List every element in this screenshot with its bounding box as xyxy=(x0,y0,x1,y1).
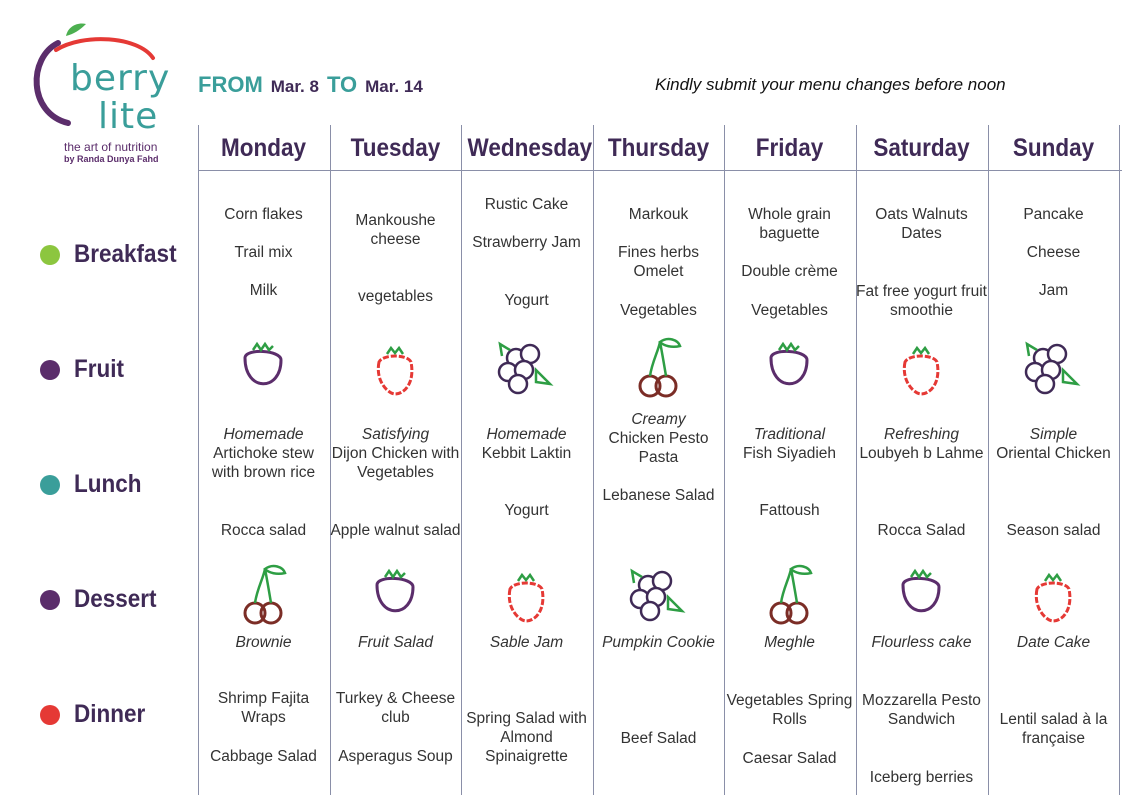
column-divider xyxy=(1119,125,1120,795)
dinner-item: Turkey & Cheese club xyxy=(335,690,456,726)
date-range xyxy=(198,72,423,98)
dessert-name: Date Cake xyxy=(1016,634,1091,651)
meal-label-text: Fruit xyxy=(74,355,124,383)
breakfast-item: Milk xyxy=(249,282,278,299)
dessert-name: Brownie xyxy=(235,634,292,651)
logo-tagline: the art of nutrition xyxy=(64,140,158,154)
meal-label-text: Dinner xyxy=(74,700,146,728)
breakfast-item: Vegetables xyxy=(751,302,828,319)
meal-label-breakfast xyxy=(40,240,188,269)
dessert-name: Flourless cake xyxy=(871,634,972,651)
dinner-item: Beef Salad xyxy=(620,730,697,747)
breakfast-item: Jam xyxy=(1038,282,1069,299)
to-label: TO xyxy=(326,72,358,97)
dinner-item: Caesar Salad xyxy=(742,750,837,767)
dinner-item: Mozzarella Pesto Sandwich xyxy=(862,692,981,728)
to-date: Mar. 14 xyxy=(365,77,423,96)
meal-label-lunch xyxy=(40,470,149,499)
breakfast-item: Trail mix xyxy=(234,244,293,261)
breakfast-item: Vegetables xyxy=(620,302,697,319)
breakfast-item: Fines herbs Omelet xyxy=(618,244,699,280)
breakfast-item: Corn flakes xyxy=(224,206,303,223)
lunch-dish: Fish Siyadieh xyxy=(742,445,837,462)
fig-icon xyxy=(759,336,819,402)
from-label: FROM xyxy=(198,72,263,97)
logo-word-lite: lite xyxy=(98,96,159,137)
day-header: Tuesday xyxy=(350,134,441,162)
raspberry-icon xyxy=(1023,563,1083,629)
day-header: Thursday xyxy=(607,134,710,162)
breakfast-item: Cheese xyxy=(1026,244,1081,261)
lunch-dot-icon xyxy=(40,475,60,495)
lunch-side: Yogurt xyxy=(504,502,549,519)
meal-label-text: Breakfast xyxy=(74,240,177,268)
day-header: Sunday xyxy=(1012,134,1095,162)
blueberry-icon xyxy=(1023,336,1083,402)
breakfast-item: Yogurt xyxy=(504,292,549,309)
breakfast-item: Markouk xyxy=(628,206,689,223)
meal-label-fruit xyxy=(40,355,130,384)
lunch-tag: Satisfying xyxy=(361,426,430,443)
breakfast-item: Whole grain baguette xyxy=(748,206,831,242)
lunch-dish: Oriental Chicken xyxy=(996,445,1111,462)
dessert-name: Fruit Salad xyxy=(358,634,433,651)
lunch-tag: Creamy xyxy=(631,411,686,428)
breakfast-item: Strawberry Jam xyxy=(472,234,581,251)
lunch-dish: Dijon Chicken with Vegetables xyxy=(331,445,460,481)
lunch-dish: Loubyeh b Lahme xyxy=(859,445,984,462)
breakfast-dot-icon xyxy=(40,245,60,265)
fruit-dot-icon xyxy=(40,360,60,380)
fig-icon xyxy=(365,563,425,629)
meal-label-dinner xyxy=(40,700,153,729)
dinner-item: Lentil salad à la française xyxy=(999,711,1108,747)
dessert-name: Meghle xyxy=(764,634,815,651)
lunch-side: Rocca salad xyxy=(220,522,307,539)
lunch-side: Season salad xyxy=(1006,522,1101,539)
day-header: Monday xyxy=(220,134,306,162)
breakfast-item: Double crème xyxy=(741,263,838,280)
meal-label-text: Lunch xyxy=(74,470,142,498)
cherry-icon xyxy=(628,336,688,402)
breakfast-item: Pancake xyxy=(1023,206,1084,223)
breakfast-item: Rustic Cake xyxy=(484,196,569,213)
breakfast-item: vegetables xyxy=(358,288,433,305)
raspberry-icon xyxy=(891,336,951,402)
lunch-dish: Chicken Pesto Pasta xyxy=(608,430,709,466)
lunch-side: Lebanese Salad xyxy=(602,487,715,504)
cherry-icon xyxy=(759,563,819,629)
dinner-item: Shrimp Fajita Wraps xyxy=(217,690,310,726)
cherry-icon xyxy=(233,563,293,629)
lunch-tag: Homemade xyxy=(223,426,304,443)
dinner-item: Vegetables Spring Rolls xyxy=(726,692,853,728)
fig-icon xyxy=(891,563,951,629)
lunch-side: Apple walnut salad xyxy=(330,522,461,539)
blueberry-icon xyxy=(496,336,556,402)
dessert-name: Sable Jam xyxy=(489,634,564,651)
lunch-tag: Simple xyxy=(1029,426,1078,443)
day-header: Wednesday xyxy=(467,134,593,162)
dinner-dot-icon xyxy=(40,705,60,725)
meal-label-dessert xyxy=(40,585,166,614)
breakfast-item: Fat free yogurt fruit smoothie xyxy=(856,283,987,319)
dinner-item: Cabbage Salad xyxy=(210,748,317,765)
fig-icon xyxy=(233,336,293,402)
dessert-dot-icon xyxy=(40,590,60,610)
from-date: Mar. 8 xyxy=(270,77,319,96)
lunch-side: Rocca Salad xyxy=(877,522,966,539)
dinner-item: Spring Salad with Almond Spinaigrette xyxy=(466,710,587,765)
lunch-dish: Kebbit Laktin xyxy=(481,445,572,462)
day-header: Friday xyxy=(755,134,824,162)
dessert-name: Pumpkin Cookie xyxy=(602,634,715,651)
header-divider xyxy=(198,170,1122,171)
breakfast-item: Oats Walnuts Dates xyxy=(875,206,968,242)
dinner-item: Iceberg berries xyxy=(869,769,974,786)
logo-byline: by Randa Dunya Fahd xyxy=(64,154,159,164)
blueberry-icon xyxy=(628,563,688,629)
menu-change-notice: Kindly submit your menu changes before noon xyxy=(655,75,1006,94)
lunch-side: Fattoush xyxy=(759,502,820,519)
lunch-tag: Traditional xyxy=(753,426,826,443)
lunch-tag: Refreshing xyxy=(884,426,959,443)
lunch-tag: Homemade xyxy=(486,426,567,443)
dinner-item: Asperagus Soup xyxy=(338,748,453,765)
breakfast-item: Mankoushe cheese xyxy=(355,212,436,248)
day-header: Saturday xyxy=(873,134,970,162)
raspberry-icon xyxy=(365,336,425,402)
logo-word-berry: berry xyxy=(70,58,171,99)
raspberry-icon xyxy=(496,563,556,629)
meal-label-text: Dessert xyxy=(74,585,157,613)
lunch-dish: Artichoke stew with brown rice xyxy=(211,445,316,481)
